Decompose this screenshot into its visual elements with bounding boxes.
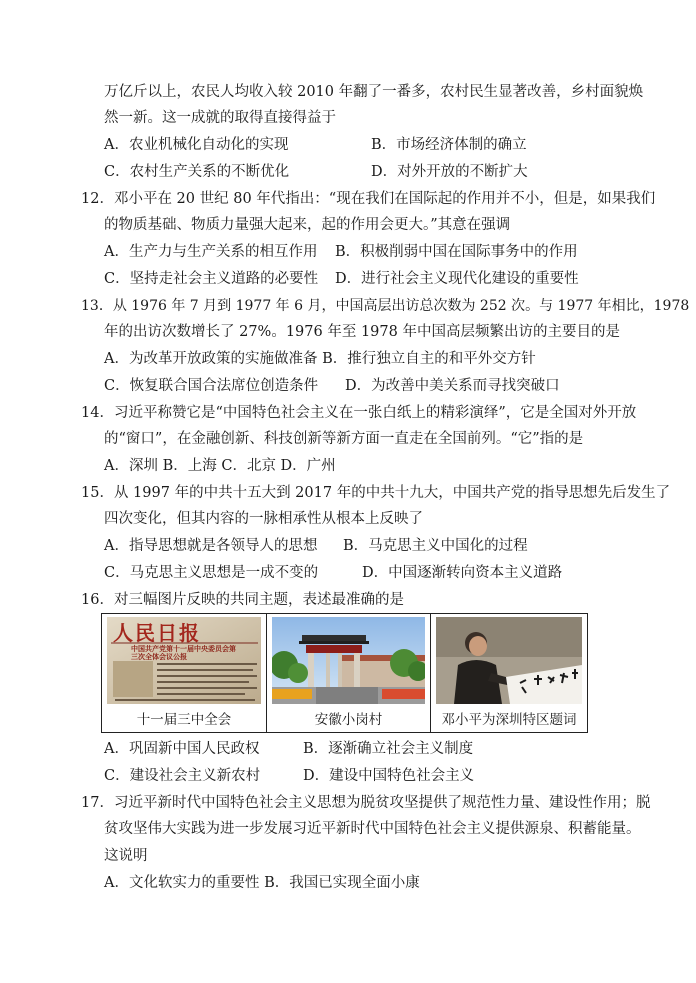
q12-option-a: A．生产力与生产关系的相互作用 — [104, 244, 318, 260]
xiaogang-village-image — [272, 617, 425, 704]
q14-options: A．深圳 B．上海 C．北京 D．广州 — [104, 458, 336, 474]
q17-option-ab: A．文化软实力的重要性 B．我国已实现全面小康 — [104, 875, 420, 891]
q11-option-b: B．市场经济体制的确立 — [371, 137, 527, 153]
q12-stem-line2: 的物质基础、物质力量强大起来，起的作用会更大。”其意在强调 — [104, 217, 511, 233]
q16-option-a: A．巩固新中国人民政权 — [104, 741, 260, 757]
q16-stem-line1: 16．对三幅图片反映的共同主题，表述最准确的是 — [81, 592, 404, 608]
q11-option-d: D．对外开放的不断扩大 — [371, 164, 528, 180]
q11-stem-line2: 然一新。这一成就的取得直接得益于 — [104, 110, 336, 126]
q13-stem-line2: 年的出访次数增长了 27%。1976 年至 1978 年中国高层频繁出访的主要目的是 — [104, 324, 620, 340]
q17-stem-line1: 17．习近平新时代中国特色社会主义思想为脱贫攻坚提供了规范性力量、建设性作用；脱 — [81, 795, 651, 811]
caption-xiaogang-village: 安徽小岗村 — [314, 712, 383, 728]
newspaper-headline: 中国共产党第十一届中央委员会第三次全体会议公报 — [131, 645, 236, 661]
q16-option-d: D．建设中国特色社会主义 — [303, 768, 475, 784]
q12-stem-line1: 12．邓小平在 20 世纪 80 年代指出：“现在我们在国际起的作用并不小，但是，如果我们 — [81, 191, 656, 207]
q15-option-a: A．指导思想就是各领导人的思想 — [104, 538, 318, 554]
q11-option-c: C．农村生产关系的不断优化 — [104, 164, 290, 180]
q15-stem-line1: 15．从 1997 年的中共十五大到 2017 年的中共十九大，中国共产党的指导思想先后发生了 — [81, 485, 671, 501]
q16-figure-table — [101, 613, 588, 733]
q13-option-c: C．恢复联合国合法席位创造条件 — [104, 378, 319, 394]
newspaper-image — [107, 617, 261, 704]
q17-stem-line3: 这说明 — [104, 848, 148, 864]
caption-deng-inscription: 邓小平为深圳特区题词 — [441, 712, 577, 728]
q15-option-c: C．马克思主义思想是一成不变的 — [104, 565, 319, 581]
deng-inscription-image — [436, 617, 582, 704]
q16-option-b: B．逐渐确立社会主义制度 — [303, 741, 474, 757]
figure-cell-newspaper — [102, 614, 267, 732]
q15-option-d: D．中国逐渐转向资本主义道路 — [362, 565, 563, 581]
figure-cell-deng-inscription — [431, 614, 587, 732]
q16-option-c: C．建设社会主义新农村 — [104, 768, 261, 784]
q15-option-b: B．马克思主义中国化的过程 — [343, 538, 528, 554]
q14-stem-line1: 14．习近平称赞它是“中国特色社会主义在一张白纸上的精彩演绎”，它是全国对外开放 — [81, 405, 637, 421]
q13-stem-line1: 13．从 1976 年 7 月到 1977 年 6 月，中国高层出访总次数为 252 次。与 1977 年相比，1978 — [81, 298, 690, 314]
figure-cell-xiaogang — [267, 614, 431, 732]
q11-option-a: A．农业机械化自动化的实现 — [104, 137, 289, 153]
q17-stem-line2: 贫攻坚伟大实践为进一步发展习近平新时代中国特色社会主义提供源泉、积蓄能量。 — [104, 821, 641, 837]
q12-option-c: C．坚持走社会主义道路的必要性 — [104, 271, 319, 287]
q13-option-d: D．为改善中美关系而寻找突破口 — [345, 378, 560, 394]
q12-option-d: D．进行社会主义现代化建设的重要性 — [335, 271, 579, 287]
q14-stem-line2: 的“窗口”，在金融创新、科技创新等新方面一直走在全国前列。“它”指的是 — [104, 431, 584, 447]
q13-option-ab: A．为改革开放政策的实施做准备 B．推行独立自主的和平外交方针 — [104, 351, 536, 367]
q12-option-b: B．积极削弱中国在国际事务中的作用 — [335, 244, 578, 260]
newspaper-masthead: 人民日报 — [113, 621, 201, 645]
q11-stem-line1: 万亿斤以上，农民人均收入较 2010 年翻了一番多，农村民生显著改善，乡村面貌焕 — [104, 84, 644, 100]
caption-third-plenum: 十一届三中全会 — [136, 712, 232, 728]
q15-stem-line2: 四次变化，但其内容的一脉相承性从根本上反映了 — [104, 511, 423, 527]
